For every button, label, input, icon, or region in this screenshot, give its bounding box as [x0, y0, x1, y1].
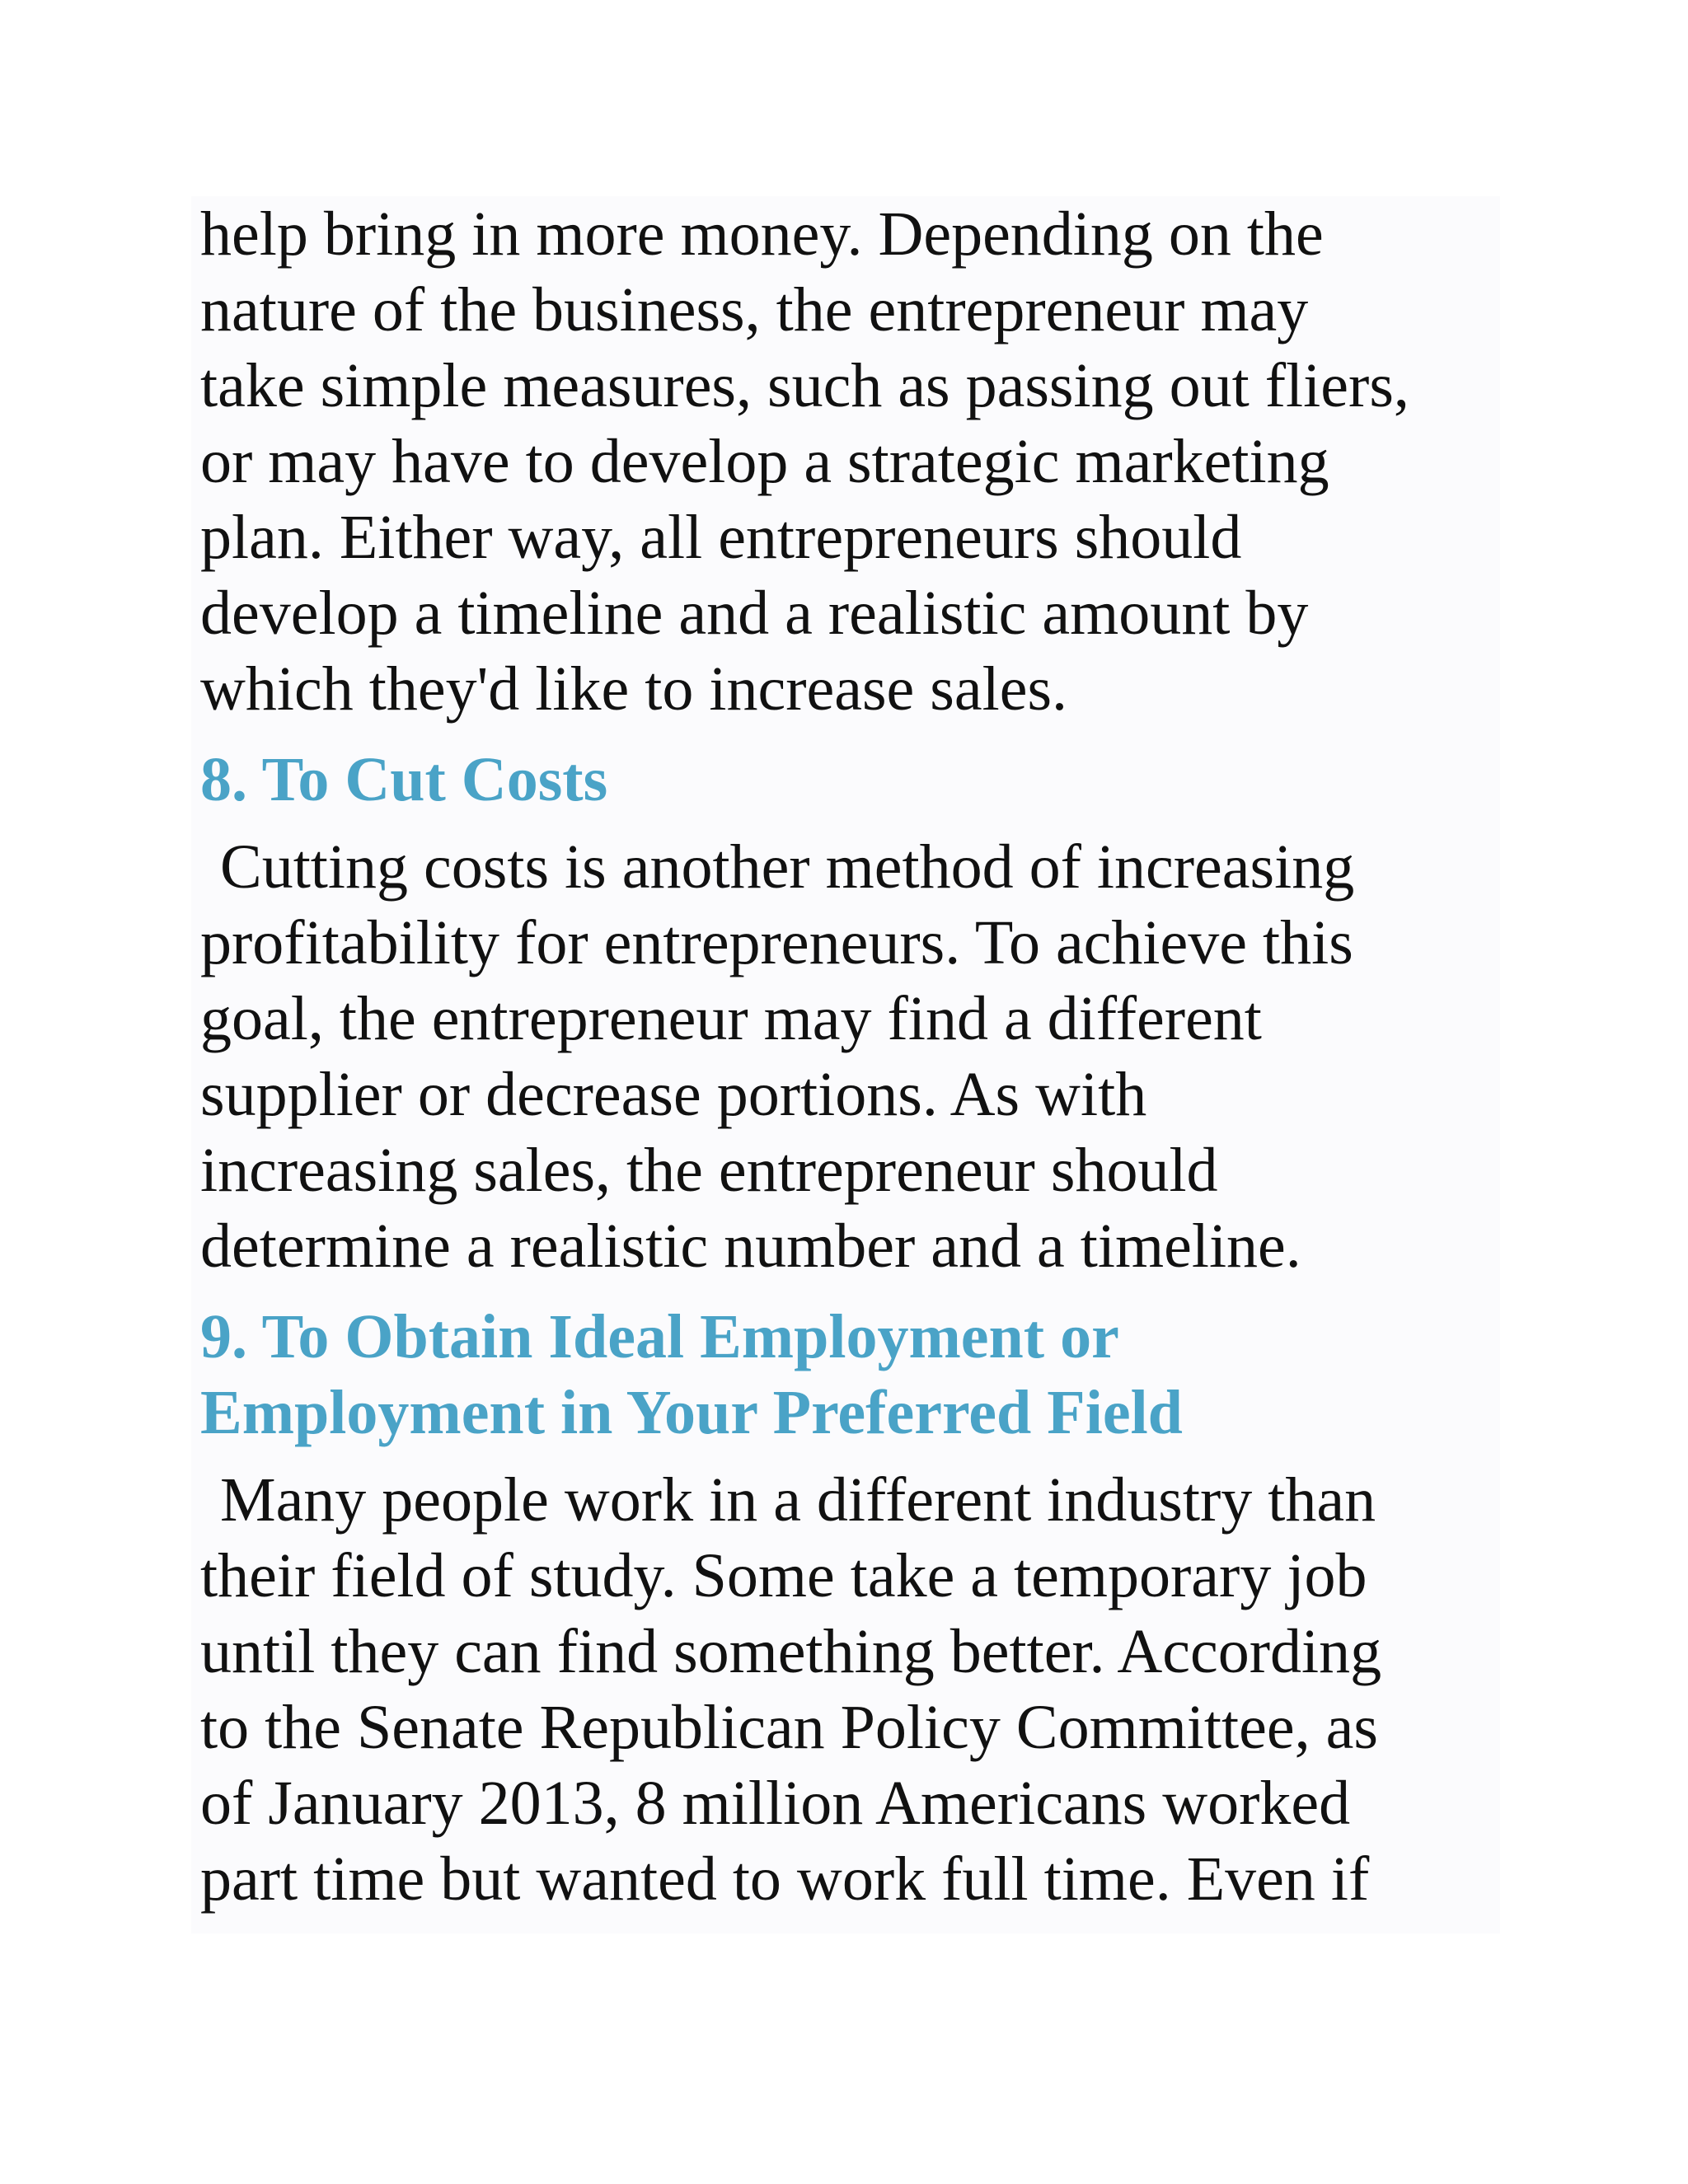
paragraph-line: of January 2013, 8 million Americans worked	[200, 1769, 1351, 1838]
paragraph-line: their field of study. Some take a temporary job	[200, 1541, 1367, 1610]
paragraph-line: take simple measures, such as passing out fliers,	[200, 351, 1409, 420]
heading-line: Employment in Your Preferred Field	[200, 1378, 1183, 1447]
paragraph-line: until they can find something better. According	[200, 1617, 1382, 1686]
paragraph-line: to the Senate Republican Policy Committee, as	[200, 1693, 1378, 1762]
paragraph-line: plan. Either way, all entrepreneurs should	[200, 503, 1242, 572]
paragraph-line: Many people work in a different industry than	[220, 1465, 1376, 1535]
paragraph-2	[200, 829, 1503, 1284]
paragraph-line: increasing sales, the entrepreneur should	[200, 1136, 1218, 1205]
paragraph-line: or may have to develop a strategic marketing	[200, 427, 1329, 496]
heading-line: 9. To Obtain Ideal Employment or	[200, 1302, 1119, 1371]
paragraph-line: Cutting costs is another method of increasing	[220, 832, 1355, 902]
section-heading-8	[200, 742, 1503, 818]
paragraph-1	[200, 196, 1503, 727]
paragraph-line: which they'd like to increase sales.	[200, 654, 1068, 724]
paragraph-line: supplier or decrease portions. As with	[200, 1060, 1147, 1129]
paragraph-line: profitability for entrepreneurs. To achieve this	[200, 908, 1353, 977]
paragraph-line: part time but wanted to work full time. Even if	[200, 1844, 1370, 1914]
paragraph-line: nature of the business, the entrepreneur may	[200, 275, 1309, 344]
section-heading-9	[200, 1299, 1503, 1451]
heading-line: 8. To Cut Costs	[200, 745, 608, 814]
paragraph-3	[200, 1462, 1503, 1917]
paragraph-line: goal, the entrepreneur may find a different	[200, 984, 1262, 1053]
paragraph-line: help bring in more money. Depending on the	[200, 199, 1324, 269]
paragraph-line: determine a realistic number and a timeline.	[200, 1212, 1301, 1281]
document-content	[200, 196, 1503, 1917]
paragraph-line: develop a timeline and a realistic amount by	[200, 579, 1309, 648]
